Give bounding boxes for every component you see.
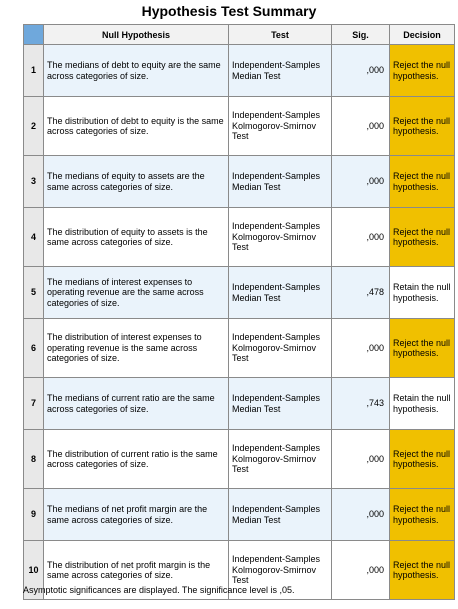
row-number: 9	[24, 489, 44, 541]
test-cell: Independent-Samples Kolmogorov-Smirnov Test	[229, 430, 332, 489]
table-row	[24, 97, 455, 156]
sig-cell: ,478	[332, 267, 390, 319]
test-cell: Independent-Samples Median Test	[229, 267, 332, 319]
header-row	[24, 25, 455, 45]
null-hypothesis-cell: The distribution of net profit margin is the same across categories of size.	[44, 541, 229, 600]
decision-cell: Reject the null hypothesis.	[390, 97, 455, 156]
null-hypothesis-cell: The medians of net profit margin are the same across categories of size.	[44, 489, 229, 541]
decision-cell: Retain the null hypothesis.	[390, 267, 455, 319]
sig-cell: ,000	[332, 430, 390, 489]
null-hypothesis-cell: The medians of interest expenses to operating revenue are the same across categories of size.	[44, 267, 229, 319]
sig-cell: ,000	[332, 541, 390, 600]
decision-cell: Reject the null hypothesis.	[390, 45, 455, 97]
header-test: Test	[229, 25, 332, 45]
null-hypothesis-cell: The distribution of equity to assets is the same across categories of size.	[44, 208, 229, 267]
footnote: Asymptotic significances are displayed. The significance level is ,05.	[23, 585, 295, 595]
table-row	[24, 430, 455, 489]
row-number: 5	[24, 267, 44, 319]
test-cell: Independent-Samples Median Test	[229, 45, 332, 97]
row-number: 4	[24, 208, 44, 267]
table-row	[24, 208, 455, 267]
decision-cell: Reject the null hypothesis.	[390, 208, 455, 267]
header-null-hypothesis: Null Hypothesis	[44, 25, 229, 45]
null-hypothesis-cell: The distribution of current ratio is the same across categories of size.	[44, 430, 229, 489]
row-number: 10	[24, 541, 44, 600]
null-hypothesis-cell: The distribution of interest expenses to operating revenue is the same across categories of size.	[44, 319, 229, 378]
row-number: 7	[24, 378, 44, 430]
test-cell: Independent-Samples Median Test	[229, 489, 332, 541]
test-cell: Independent-Samples Median Test	[229, 378, 332, 430]
corner-cell	[24, 25, 44, 45]
row-number: 1	[24, 45, 44, 97]
sig-cell: ,000	[332, 319, 390, 378]
decision-cell: Reject the null hypothesis.	[390, 156, 455, 208]
test-cell: Independent-Samples Kolmogorov-Smirnov Test	[229, 319, 332, 378]
sig-cell: ,000	[332, 97, 390, 156]
header-sig: Sig.	[332, 25, 390, 45]
test-cell: Independent-Samples Kolmogorov-Smirnov Test	[229, 97, 332, 156]
table-row	[24, 489, 455, 541]
sig-cell: ,000	[332, 45, 390, 97]
sig-cell: ,000	[332, 489, 390, 541]
table-title: Hypothesis Test Summary	[141, 3, 317, 19]
decision-cell: Reject the null hypothesis.	[390, 489, 455, 541]
decision-cell: Reject the null hypothesis.	[390, 319, 455, 378]
sig-cell: ,000	[332, 208, 390, 267]
null-hypothesis-cell: The distribution of debt to equity is the same across categories of size.	[44, 97, 229, 156]
table-row	[24, 378, 455, 430]
sig-cell: ,000	[332, 156, 390, 208]
null-hypothesis-cell: The medians of equity to assets are the same across categories of size.	[44, 156, 229, 208]
decision-cell: Reject the null hypothesis.	[390, 430, 455, 489]
test-cell: Independent-Samples Kolmogorov-Smirnov Test	[229, 541, 332, 600]
row-number: 2	[24, 97, 44, 156]
test-cell: Independent-Samples Kolmogorov-Smirnov Test	[229, 208, 332, 267]
row-number: 6	[24, 319, 44, 378]
sig-cell: ,743	[332, 378, 390, 430]
table-row	[24, 267, 455, 319]
test-cell: Independent-Samples Median Test	[229, 156, 332, 208]
table-row	[24, 156, 455, 208]
hypothesis-summary-table	[23, 24, 455, 600]
row-number: 8	[24, 430, 44, 489]
row-number: 3	[24, 156, 44, 208]
header-decision: Decision	[390, 25, 455, 45]
null-hypothesis-cell: The medians of debt to equity are the same across categories of size.	[44, 45, 229, 97]
null-hypothesis-cell: The medians of current ratio are the same across categories of size.	[44, 378, 229, 430]
table-row	[24, 319, 455, 378]
table-row	[24, 45, 455, 97]
decision-cell: Retain the null hypothesis.	[390, 378, 455, 430]
decision-cell: Reject the null hypothesis.	[390, 541, 455, 600]
